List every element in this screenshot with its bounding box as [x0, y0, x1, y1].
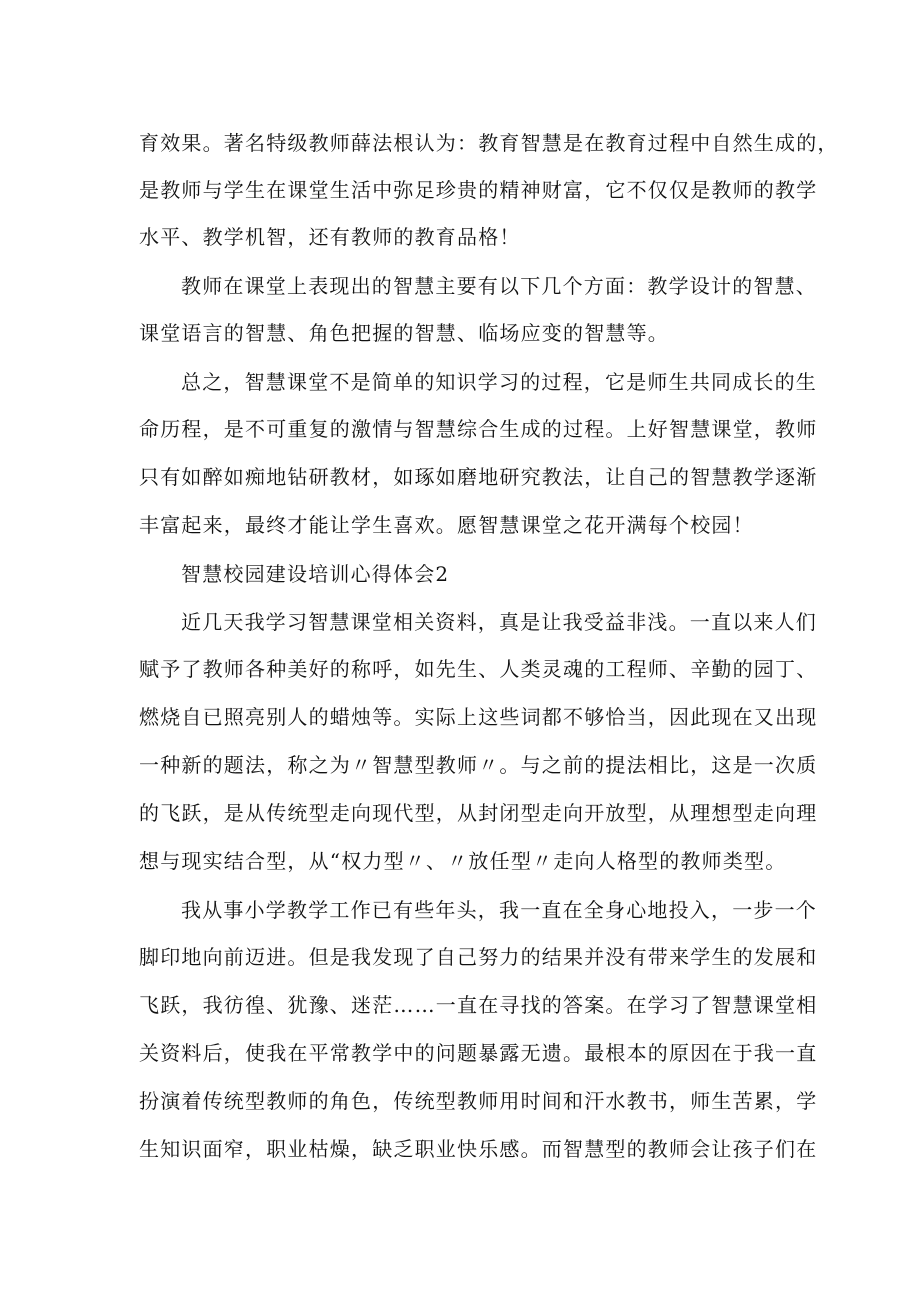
text-line: 水平、教学机智，还有教师的教育品格！ — [139, 225, 521, 249]
text-line: 一种新的题法，称之为〃智慧型教师〃。与之前的提法相比，这是一次质 — [139, 753, 818, 777]
text-line: 脚印地向前迈进。但是我发现了自己努力的结果并没有带来学生的发展和 — [139, 945, 818, 969]
text-line: 的飞跃，是从传统型走向现代型，从封闭型走向开放型，从理想型走向理 — [139, 801, 818, 825]
text-line: 课堂语言的智慧、角色把握的智慧、临场应变的智慧等。 — [139, 321, 669, 345]
text-line: 飞跃，我彷徨、犹豫、迷茫……一直在寻找的答案。在学习了智慧课堂相 — [139, 993, 818, 1017]
text-line: 关资料后，使我在平常教学中的问题暴露无遗。最根本的原因在于我一直 — [139, 1041, 818, 1065]
text-line: 扮演着传统型教师的角色，传统型教师用时间和汗水教书，师生苦累，学 — [139, 1089, 818, 1113]
text-line: 燃烧自已照亮别人的蜡烛等。实际上这些词都不够恰当，因此现在又出现 — [139, 705, 818, 729]
text-line: 总之，智慧课堂不是简单的知识学习的过程，它是师生共同成长的生 — [181, 370, 817, 394]
text-line: 是教师与学生在课堂生活中弥足珍贵的精神财富，它不仅仅是教师的教学 — [139, 178, 818, 202]
text-line: 想与现实结合型，从“权力型〃、〃放任型〃走向人格型的教师类型。 — [139, 849, 787, 873]
text-line: 近几天我学习智慧课堂相关资料，真是让我受益非浅。一直以来人们 — [181, 610, 817, 634]
text-line: 育效果。著名特级教师薛法根认为：教育智慧是在教育过程中自然生成的， — [139, 131, 839, 155]
text-line: 我从事小学教学工作已有些年头，我一直在全身心地投入，一步一个 — [181, 898, 817, 922]
section-heading: 智慧校园建设培训心得体会2 — [181, 562, 450, 586]
text-line: 赋予了教师各种美好的称呼，如先生、人类灵魂的工程师、辛勤的园丁、 — [139, 657, 818, 681]
text-line: 命历程，是不可重复的激情与智慧综合生成的过程。上好智慧课堂，教师 — [139, 417, 818, 441]
text-line: 生知识面窄，职业枯燥，缺乏职业快乐感。而智慧型的教师会让孩子们在 — [139, 1137, 818, 1161]
text-line: 教师在课堂上表现出的智慧主要有以下几个方面：教学设计的智慧、 — [181, 274, 817, 298]
text-line: 只有如醉如痴地钻研教材，如琢如磨地研究教法，让自己的智慧教学逐渐 — [139, 465, 818, 489]
text-line: 丰富起来，最终才能让学生喜欢。愿智慧课堂之花开满每个校园！ — [139, 513, 754, 537]
